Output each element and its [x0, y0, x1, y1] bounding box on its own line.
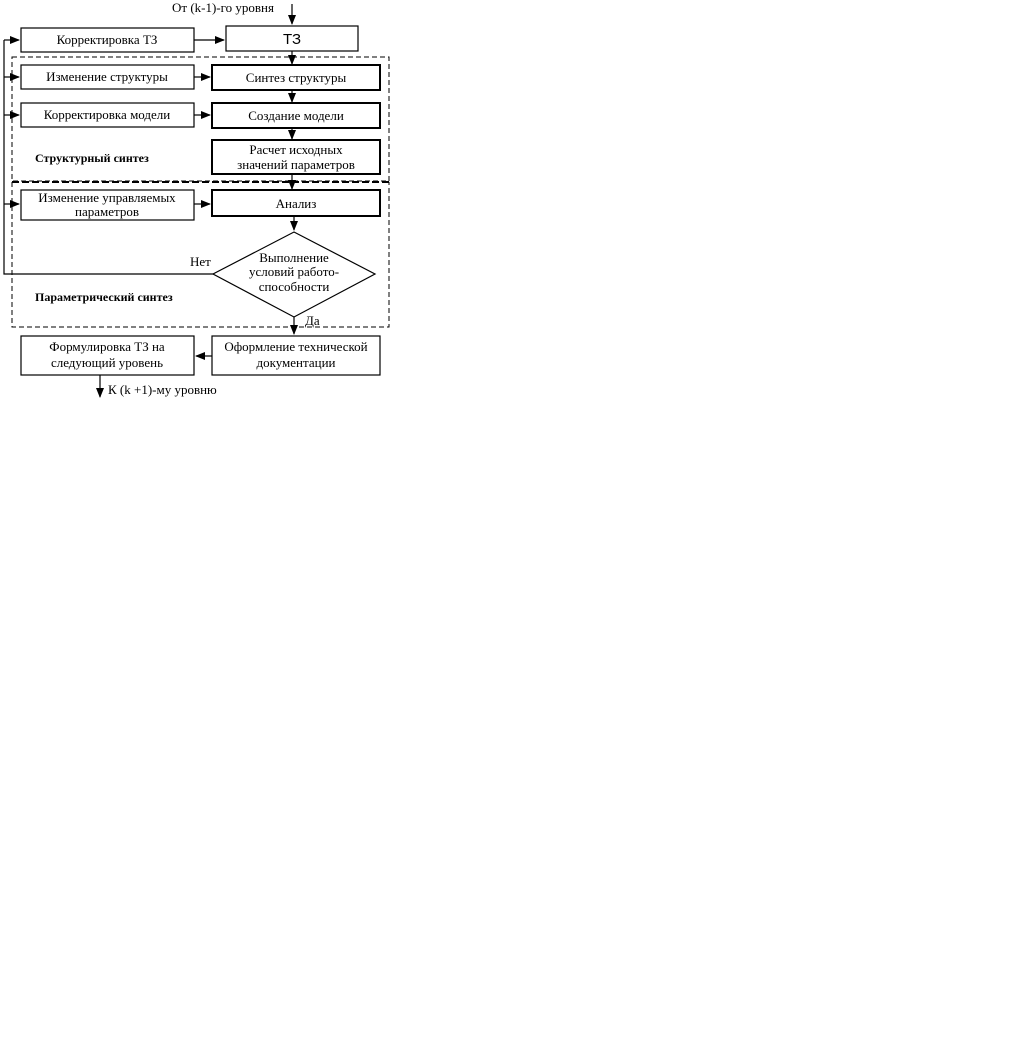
outgoing-label: К (k +1)-му уровню [108, 382, 217, 397]
managed-params-label-1: Изменение управляемых [38, 190, 176, 205]
yes-label: Да [305, 313, 320, 328]
analysis-label: Анализ [275, 196, 317, 211]
model-correction-label: Корректировка модели [43, 107, 171, 122]
next-tz-label-1: Формулировка ТЗ на [49, 339, 165, 354]
decision-label-2: условий работо- [248, 264, 340, 279]
no-label: Нет [190, 254, 211, 269]
incoming-label: От (k-1)-го уровня [172, 0, 274, 15]
tz-correction-label: Корректировка ТЗ [56, 32, 158, 47]
doc-label-2: документации [256, 355, 336, 370]
structure-change-label: Изменение структуры [46, 69, 168, 84]
managed-params-label-2: параметров [75, 204, 139, 219]
parametric-synthesis-title: Параметрический синтез [35, 290, 173, 304]
next-tz-label-2: следующий уровень [50, 355, 164, 370]
initial-params-label-1: Расчет исходных [249, 142, 343, 157]
initial-params-label-2: значений параметров [237, 157, 355, 172]
decision-label-3: способности [258, 279, 330, 294]
tz-label: ТЗ [282, 31, 302, 48]
structural-synthesis-title: Структурный синтез [35, 151, 149, 165]
model-creation-label: Создание модели [248, 108, 344, 123]
structure-synthesis-label: Синтез структуры [245, 70, 347, 85]
decision-label-1: Выполнение [259, 250, 329, 265]
doc-label-1: Оформление технической [224, 339, 368, 354]
